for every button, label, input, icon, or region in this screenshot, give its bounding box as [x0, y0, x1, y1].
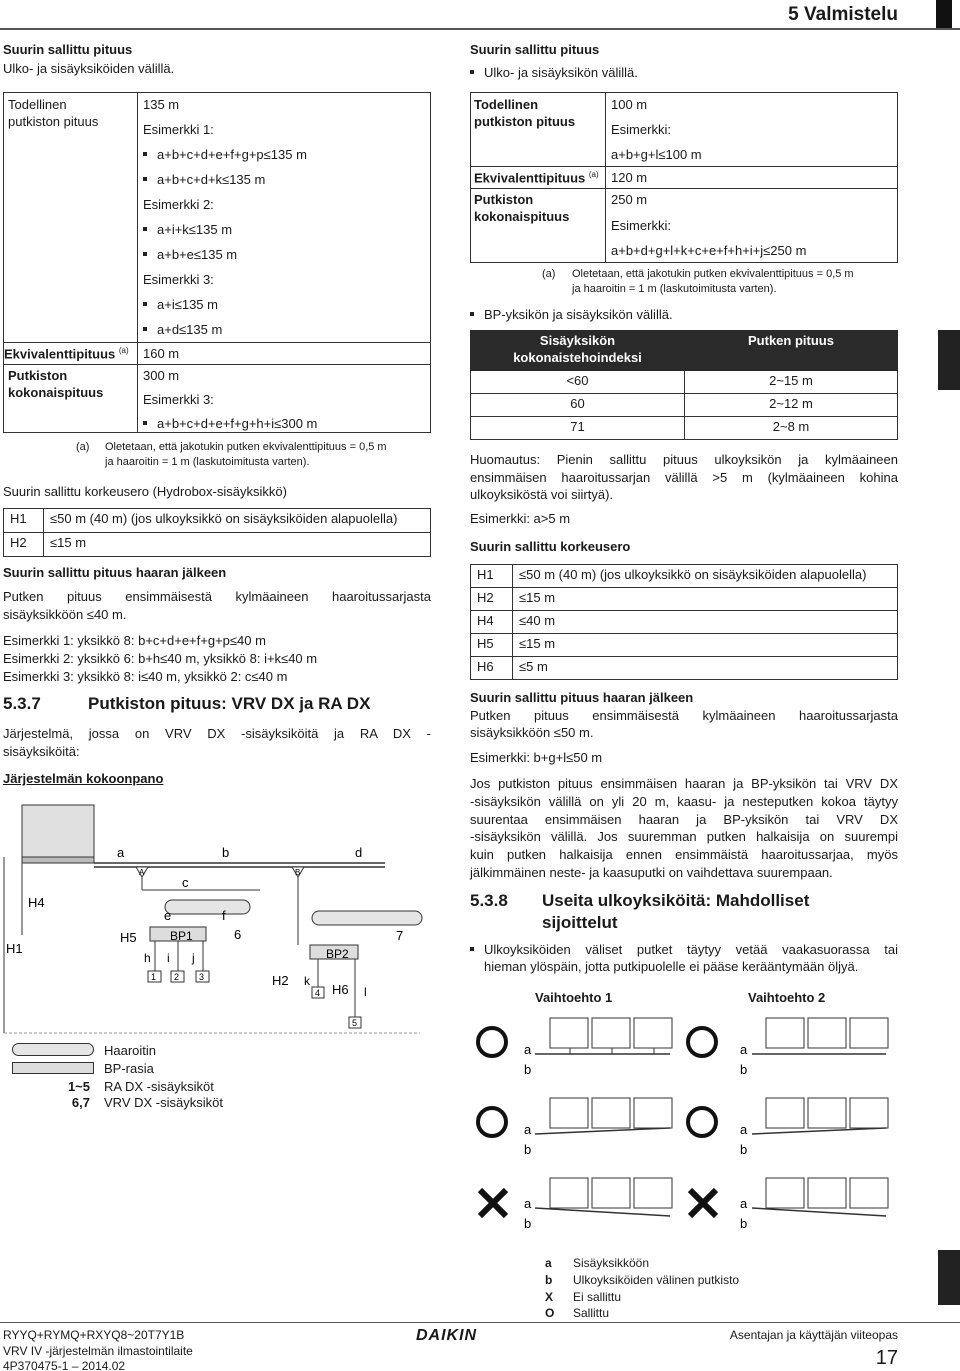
- table-rule: [3, 92, 4, 433]
- paragraph-line: Putken pituus ensimmäisestä kylmäaineen haaroitussarjasta: [3, 589, 431, 604]
- vrv-indoor-unit: [165, 900, 250, 914]
- example-line: Esimerkki 3: yksikkö 8: i≤40 m, yksikkö 2: c≤40 m: [3, 669, 288, 685]
- label-a: a: [740, 1042, 748, 1057]
- legend-key: b: [545, 1272, 553, 1287]
- legend-row: [545, 1289, 739, 1306]
- not-allowed-icon: [480, 1190, 506, 1216]
- paragraph-line: Jos putkiston pituus ensimmäisen haaran ja BP-yksikön tai VRV DX: [470, 776, 898, 791]
- section-title-line: sijoittelut: [542, 913, 618, 933]
- row-label-line: putkiston pituus: [8, 113, 99, 129]
- bullet-text: Ulkoyksiköiden väliset putket täytyy vetää vaakasuorassa tai: [484, 942, 898, 957]
- legend-row: [545, 1255, 739, 1272]
- side-tab-marker: [938, 1250, 960, 1305]
- label-k: k: [304, 974, 310, 988]
- label-B: B: [295, 868, 301, 877]
- outdoor-unit: [592, 1098, 630, 1128]
- allowed-icon: [478, 1028, 506, 1056]
- example-label: Esimerkki:: [611, 122, 671, 137]
- footnote-line: ja haaroitin = 1 m (laskutoimitusta varten).: [572, 282, 777, 295]
- label-b: b: [740, 1142, 748, 1157]
- example-line: Esimerkki 2: yksikkö 6: b+h≤40 m, yksikkö 8: i+k≤40 m: [3, 651, 318, 667]
- outdoor-unit: [634, 1098, 672, 1128]
- formula-text: a+b+e≤135 m: [157, 247, 238, 262]
- outdoor-unit-base: [22, 857, 94, 863]
- paragraph-line: sisäyksikköön ≤40 m.: [3, 607, 127, 622]
- outdoor-unit: [550, 1098, 588, 1128]
- paragraph-line: suurentaa ensimmäisen haaran ja BP-yksikön tai VRV DX: [470, 811, 898, 827]
- page-number: 17: [875, 1347, 898, 1369]
- bp-line: [470, 307, 673, 324]
- label-b: b: [524, 1062, 532, 1077]
- row-label-line: putkiston pituus: [474, 113, 576, 129]
- footnote-line: ja haaroitin = 1 m (laskutoimitusta varten).: [105, 455, 310, 468]
- bullet: [143, 227, 147, 231]
- option-2-label: Vaihtoehto 2: [748, 990, 826, 1005]
- paragraph-line: sisäyksikköön ≤50 m.: [470, 725, 594, 740]
- example-line: Esimerkki: b+g+l≤50 m: [470, 750, 603, 765]
- pipe: [535, 1128, 670, 1134]
- outdoor-unit: [592, 1018, 630, 1048]
- outdoor-unit: [22, 805, 94, 857]
- footnote-text: [572, 267, 854, 297]
- page-header: [0, 0, 960, 28]
- bullet: [470, 947, 474, 951]
- arrangement-legend: [545, 1255, 739, 1322]
- formula-text: a+b+c+d+k≤135 m: [157, 172, 266, 187]
- example-line: Esimerkki 1: yksikkö 8: b+c+d+e+f+g+p≤40 m: [3, 633, 266, 648]
- table-rule: [3, 364, 431, 365]
- bullet: [470, 70, 474, 74]
- option-1-label: Vaihtoehto 1: [535, 990, 613, 1005]
- bullet: [143, 327, 147, 331]
- row-value: 160 m: [143, 346, 180, 361]
- row-value: 135 m: [143, 97, 180, 112]
- system-configuration-diagram: [0, 795, 432, 1040]
- header-line: kokonaistehoindeksi: [513, 349, 642, 365]
- label-BP1: BP1: [170, 929, 193, 943]
- bullet: [143, 177, 147, 181]
- label-3: 3: [199, 972, 205, 982]
- examples-block: [3, 632, 317, 687]
- subheading-text: Ulko- ja sisäyksikön välillä.: [484, 65, 638, 80]
- row-value: 250 m: [611, 192, 648, 207]
- row-label: [474, 170, 599, 187]
- table-cell-value: ≤15 m: [44, 533, 431, 557]
- header-rule: [0, 28, 960, 30]
- label-a: a: [117, 845, 125, 860]
- height-table: [470, 564, 898, 680]
- table-cell: <60: [471, 371, 685, 394]
- note-line: ensimmäisen haaroitussarjan välillä >5 m (kylmäaineen kohina: [470, 469, 898, 485]
- legend-row: [545, 1305, 739, 1322]
- outdoor-unit: [766, 1098, 804, 1128]
- note-line: ulkoyksiköstä voi siirtyä).: [470, 487, 614, 503]
- formula-line: [143, 172, 265, 189]
- table-row: [471, 611, 898, 634]
- outdoor-unit: [808, 1018, 846, 1048]
- table-cell: 60: [471, 394, 685, 417]
- label-a: a: [524, 1042, 532, 1057]
- pipe: [535, 1208, 670, 1216]
- formula-text: a+b+c+d+e+f+g+p≤135 m: [157, 147, 307, 162]
- label-e: e: [164, 908, 172, 923]
- table-row: [471, 394, 898, 417]
- bullet-line: hieman ylöspäin, jotta putkipuolelle ei pääse kerääntymään öljyä.: [484, 958, 859, 974]
- formula-line: [143, 297, 218, 314]
- row-label-line: kokonaispituus: [474, 208, 570, 224]
- paragraph-line: jälkimmäinen neste- ja kaasuputki on vaihdettava suurempaan.: [470, 864, 833, 880]
- paragraph-line: Putken pituus ensimmäisestä kylmäaineen haaroitussarjasta: [470, 708, 898, 723]
- section-number: 5.3.7: [3, 694, 41, 713]
- table-row: [471, 588, 898, 611]
- label-BP2: BP2: [326, 947, 349, 961]
- label-a: a: [740, 1122, 748, 1137]
- label-c: c: [182, 875, 189, 890]
- table-cell-key: H4: [471, 611, 513, 634]
- label-j: j: [192, 951, 195, 965]
- paragraph-line: -sisäyksikön välillä. Jos suuremman putken halkaisija on suurempi: [470, 829, 898, 845]
- example-label: Esimerkki 3:: [143, 272, 214, 287]
- legend-text: Sallittu: [573, 1306, 610, 1321]
- option-1-allowed: [478, 1098, 672, 1157]
- vrv-indoor-unit: [312, 911, 422, 925]
- right-subheading: [470, 65, 638, 82]
- table-rule: [430, 92, 431, 433]
- row-label: [4, 346, 129, 363]
- right-heading-max-length: Suurin sallittu pituus: [470, 42, 600, 57]
- row-label-line: Putkiston: [474, 192, 534, 207]
- table-row: [4, 509, 431, 533]
- option-2-allowed: [688, 1098, 888, 1157]
- example-label: Esimerkki 2:: [143, 197, 214, 212]
- label-i: i: [167, 951, 170, 965]
- example-label: Esimerkki:: [611, 218, 671, 233]
- label-H2: H2: [272, 973, 289, 988]
- legend-row: [545, 1272, 739, 1289]
- table-cell: 2~8 m: [685, 417, 898, 440]
- table-row: [471, 417, 898, 440]
- footnote-ref: (a): [588, 170, 599, 179]
- example-line: Esimerkki: a>5 m: [470, 511, 571, 526]
- legend-key: a: [545, 1256, 552, 1270]
- option-2-not-allowed: [690, 1178, 888, 1231]
- footnote-line: Oletetaan, että jakotukin putken ekvivalenttipituus = 0,5 m: [572, 268, 854, 280]
- formula-line: [143, 222, 232, 239]
- footer-docnum: 4P370475-1 – 2014.02: [3, 1359, 126, 1371]
- allowed-icon: [688, 1108, 716, 1136]
- row-label: [474, 192, 569, 226]
- footnote-tag: (a): [542, 268, 556, 280]
- label-l: l: [364, 985, 367, 999]
- section-number: 5.3.8: [470, 891, 508, 910]
- table-rule: [470, 92, 471, 263]
- legend-branch-icon: [12, 1043, 94, 1056]
- label-f: f: [222, 908, 226, 923]
- row-label-line: kokonaispituus: [8, 384, 104, 400]
- legend-bp-icon: [12, 1062, 94, 1074]
- daikin-logo: DAIKIN: [416, 1327, 478, 1344]
- row-label-line: Todellinen: [8, 97, 67, 112]
- label-b: b: [740, 1216, 748, 1231]
- size-paragraph: [470, 775, 898, 882]
- footer-model: RYYQ+RYMQ+RXYQ8~20T7Y1B: [3, 1328, 185, 1342]
- paragraph-line: Järjestelmä, jossa on VRV DX -sisäyksiköitä ja RA DX -: [3, 726, 431, 741]
- chapter-tab-marker: [936, 0, 952, 28]
- bp-table: [470, 330, 898, 440]
- formula-text: a+i≤135 m: [157, 297, 218, 312]
- table-cell-value: ≤40 m: [513, 611, 898, 634]
- label-b: b: [524, 1142, 532, 1157]
- bullet: [143, 152, 147, 156]
- label-4: 4: [315, 988, 321, 998]
- label-H1: H1: [6, 941, 23, 956]
- label-5: 5: [352, 1018, 358, 1028]
- formula-line: [143, 147, 307, 164]
- outdoor-unit: [592, 1178, 630, 1208]
- legend-text: RA DX -sisäyksiköt: [104, 1079, 214, 1094]
- table-cell-key: H2: [4, 533, 44, 557]
- table-rule: [470, 92, 898, 93]
- legend-key: 1~5: [67, 1079, 90, 1094]
- label-1: 1: [151, 972, 157, 982]
- left-heading-after-branch: Suurin sallittu pituus haaran jälkeen: [3, 565, 227, 580]
- label-H5: H5: [120, 930, 137, 945]
- table-row: [4, 533, 431, 557]
- pipe: [752, 1128, 886, 1134]
- allowed-icon: [688, 1028, 716, 1056]
- label-6: 6: [234, 927, 242, 942]
- right-heading-after-branch: Suurin sallittu pituus haaran jälkeen: [470, 690, 694, 705]
- table-cell-value: ≤15 m: [513, 588, 898, 611]
- bullet-paragraph: [470, 942, 898, 976]
- table-header-row: [471, 331, 898, 371]
- legend-key: 6,7: [71, 1095, 90, 1110]
- bullet-line: [470, 942, 898, 959]
- left-subheading: Ulko- ja sisäyksiköiden välillä.: [3, 61, 175, 76]
- row-label: [474, 97, 575, 131]
- legend-text: BP-rasia: [104, 1061, 154, 1076]
- note-paragraph: [470, 451, 898, 504]
- table-rule: [470, 166, 898, 167]
- outdoor-unit: [850, 1018, 888, 1048]
- outdoor-unit: [808, 1098, 846, 1128]
- table-cell-key: H6: [471, 657, 513, 680]
- row-value: 100 m: [611, 97, 648, 112]
- table-header-cell: [471, 331, 685, 371]
- row-label: [8, 97, 98, 131]
- note-line: Huomautus: Pienin sallittu pituus ulkoyksikön ja kylmäaineen: [470, 452, 898, 467]
- footer-manual-title: Asentajan ja käyttäjän viiteopas: [729, 1328, 898, 1342]
- table-cell-value: ≤15 m: [513, 634, 898, 657]
- outdoor-unit: [634, 1178, 672, 1208]
- outdoor-unit: [634, 1018, 672, 1048]
- paragraph-line: kuin putken halkaisija ennen ensimmäistä haaroitussarjaa, myös: [470, 847, 898, 863]
- table-cell-value: ≤5 m: [513, 657, 898, 680]
- legend-text: Haaroitin: [104, 1043, 157, 1058]
- label-h: h: [144, 951, 151, 965]
- table-rule: [137, 92, 138, 433]
- formula-text: a+d≤135 m: [157, 322, 223, 337]
- bullet: [143, 421, 147, 425]
- footnote-tag: (a): [76, 441, 90, 453]
- right-heading-height: Suurin sallittu korkeusero: [470, 539, 631, 554]
- row-label-line: Putkiston: [8, 368, 68, 383]
- table-rule: [470, 262, 898, 263]
- row-label: [8, 368, 103, 402]
- formula-text: a+b+d+g+l+k+c+e+f+h+i+j≤250 m: [611, 243, 807, 258]
- formula-line: [143, 247, 237, 264]
- table-row: [471, 634, 898, 657]
- legend-text: Ulkoyksiköiden välinen putkisto: [573, 1272, 740, 1287]
- label-2: 2: [174, 972, 180, 982]
- outdoor-unit: [550, 1018, 588, 1048]
- table-cell-key: H1: [4, 509, 44, 533]
- label-b: b: [524, 1216, 532, 1231]
- row-value: 300 m: [143, 368, 180, 383]
- table-row: [471, 371, 898, 394]
- table-rule: [470, 188, 898, 189]
- table-rule: [605, 92, 606, 263]
- footer-left: [3, 1328, 193, 1371]
- section-title: [542, 890, 809, 934]
- bullet: [143, 252, 147, 256]
- pipe: [752, 1208, 886, 1216]
- formula-text: a+i+k≤135 m: [157, 222, 233, 237]
- allowed-icon: [478, 1108, 506, 1136]
- table-rule: [897, 92, 898, 263]
- footer-rule: [0, 1322, 960, 1323]
- footnote-text: [105, 440, 387, 470]
- label-a: a: [524, 1196, 532, 1211]
- table-cell-key: H1: [471, 565, 513, 588]
- footnote-line: Oletetaan, että jakotukin putken ekvivalenttipituus = 0,5 m: [105, 441, 387, 453]
- row-value: 120 m: [611, 170, 648, 185]
- formula-line: [143, 416, 317, 433]
- label-a: a: [740, 1196, 748, 1211]
- chapter-title: 5 Valmistelu: [788, 4, 898, 25]
- bp-line-text: BP-yksikön ja sisäyksikön välillä.: [484, 307, 673, 322]
- option-1-not-allowed: [480, 1178, 672, 1231]
- formula-line: [143, 322, 222, 339]
- table-cell: 2~15 m: [685, 371, 898, 394]
- formula-text: a+b+c+d+e+f+g+h+i≤300 m: [157, 416, 318, 431]
- outdoor-unit: [808, 1178, 846, 1208]
- height-table: [3, 508, 431, 557]
- table-cell: 2~12 m: [685, 394, 898, 417]
- example-label: Esimerkki 1:: [143, 122, 214, 137]
- outdoor-unit: [766, 1178, 804, 1208]
- label-H4: H4: [28, 895, 45, 910]
- table-rule: [3, 342, 431, 343]
- legend-text: VRV DX -sisäyksiköt: [104, 1095, 223, 1110]
- label-b: b: [222, 845, 230, 860]
- footer-product: VRV IV -järjestelmän ilmastointilaite: [3, 1343, 193, 1358]
- left-heading-max-length: Suurin sallittu pituus: [3, 42, 133, 57]
- example-label: Esimerkki 3:: [143, 392, 214, 407]
- side-tab-marker: [938, 330, 960, 390]
- row-label-line: Todellinen: [474, 97, 539, 112]
- label-A: A: [139, 868, 145, 877]
- legend-key: O: [545, 1306, 555, 1321]
- table-cell-value: ≤50 m (40 m) (jos ulkoyksikkö on sisäyksiköiden alapuolella): [44, 509, 431, 533]
- label-7: 7: [396, 928, 404, 943]
- bullet: [143, 302, 147, 306]
- option-1-allowed: [478, 1018, 672, 1077]
- label-H6: H6: [332, 982, 349, 997]
- outdoor-arrangement-diagram: [470, 1010, 898, 1250]
- option-2-allowed: [688, 1018, 888, 1077]
- paragraph-line: sisäyksiköitä:: [3, 744, 80, 759]
- section-title: Putkiston pituus: VRV DX ja RA DX: [88, 694, 371, 713]
- table-row: [471, 657, 898, 680]
- legend-text: Sisäyksikköön: [573, 1256, 650, 1270]
- section-title-line: Useita ulkoyksiköitä: Mahdolliset: [542, 891, 810, 910]
- table-cell-key: H2: [471, 588, 513, 611]
- legend-key: X: [545, 1289, 554, 1304]
- footnote-ref: (a): [118, 346, 129, 355]
- not-allowed-icon: [690, 1190, 716, 1216]
- table-cell-key: H5: [471, 634, 513, 657]
- row-label-text: Ekvivalenttipituus: [474, 170, 586, 186]
- outdoor-unit: [850, 1178, 888, 1208]
- row-label-text: Ekvivalenttipituus: [4, 346, 116, 362]
- outdoor-unit: [550, 1178, 588, 1208]
- paragraph-line: -sisäyksikön välillä on yli 20 m, kaasu- ja nesteputken kokoa täytyy: [470, 793, 898, 809]
- bullet: [470, 312, 474, 316]
- table-rule: [3, 92, 431, 93]
- label-a: a: [524, 1122, 532, 1137]
- outdoor-unit: [850, 1098, 888, 1128]
- table-row: [471, 565, 898, 588]
- label-d: d: [355, 845, 363, 860]
- outdoor-unit: [766, 1018, 804, 1048]
- left-heading-height: Suurin sallittu korkeusero (Hydrobox-sisäyksikkö): [3, 484, 287, 499]
- subheading-configuration: Järjestelmän kokoonpano: [3, 771, 164, 786]
- header-line: Sisäyksikön: [539, 333, 616, 348]
- formula-text: a+b+g+l≤100 m: [611, 147, 702, 162]
- table-cell-value: ≤50 m (40 m) (jos ulkoyksikkö on sisäyksiköiden alapuolella): [513, 565, 898, 588]
- legend-text: Ei sallittu: [573, 1289, 622, 1304]
- table-cell: 71: [471, 417, 685, 440]
- table-header-cell: Putken pituus: [685, 331, 898, 371]
- label-b: b: [740, 1062, 748, 1077]
